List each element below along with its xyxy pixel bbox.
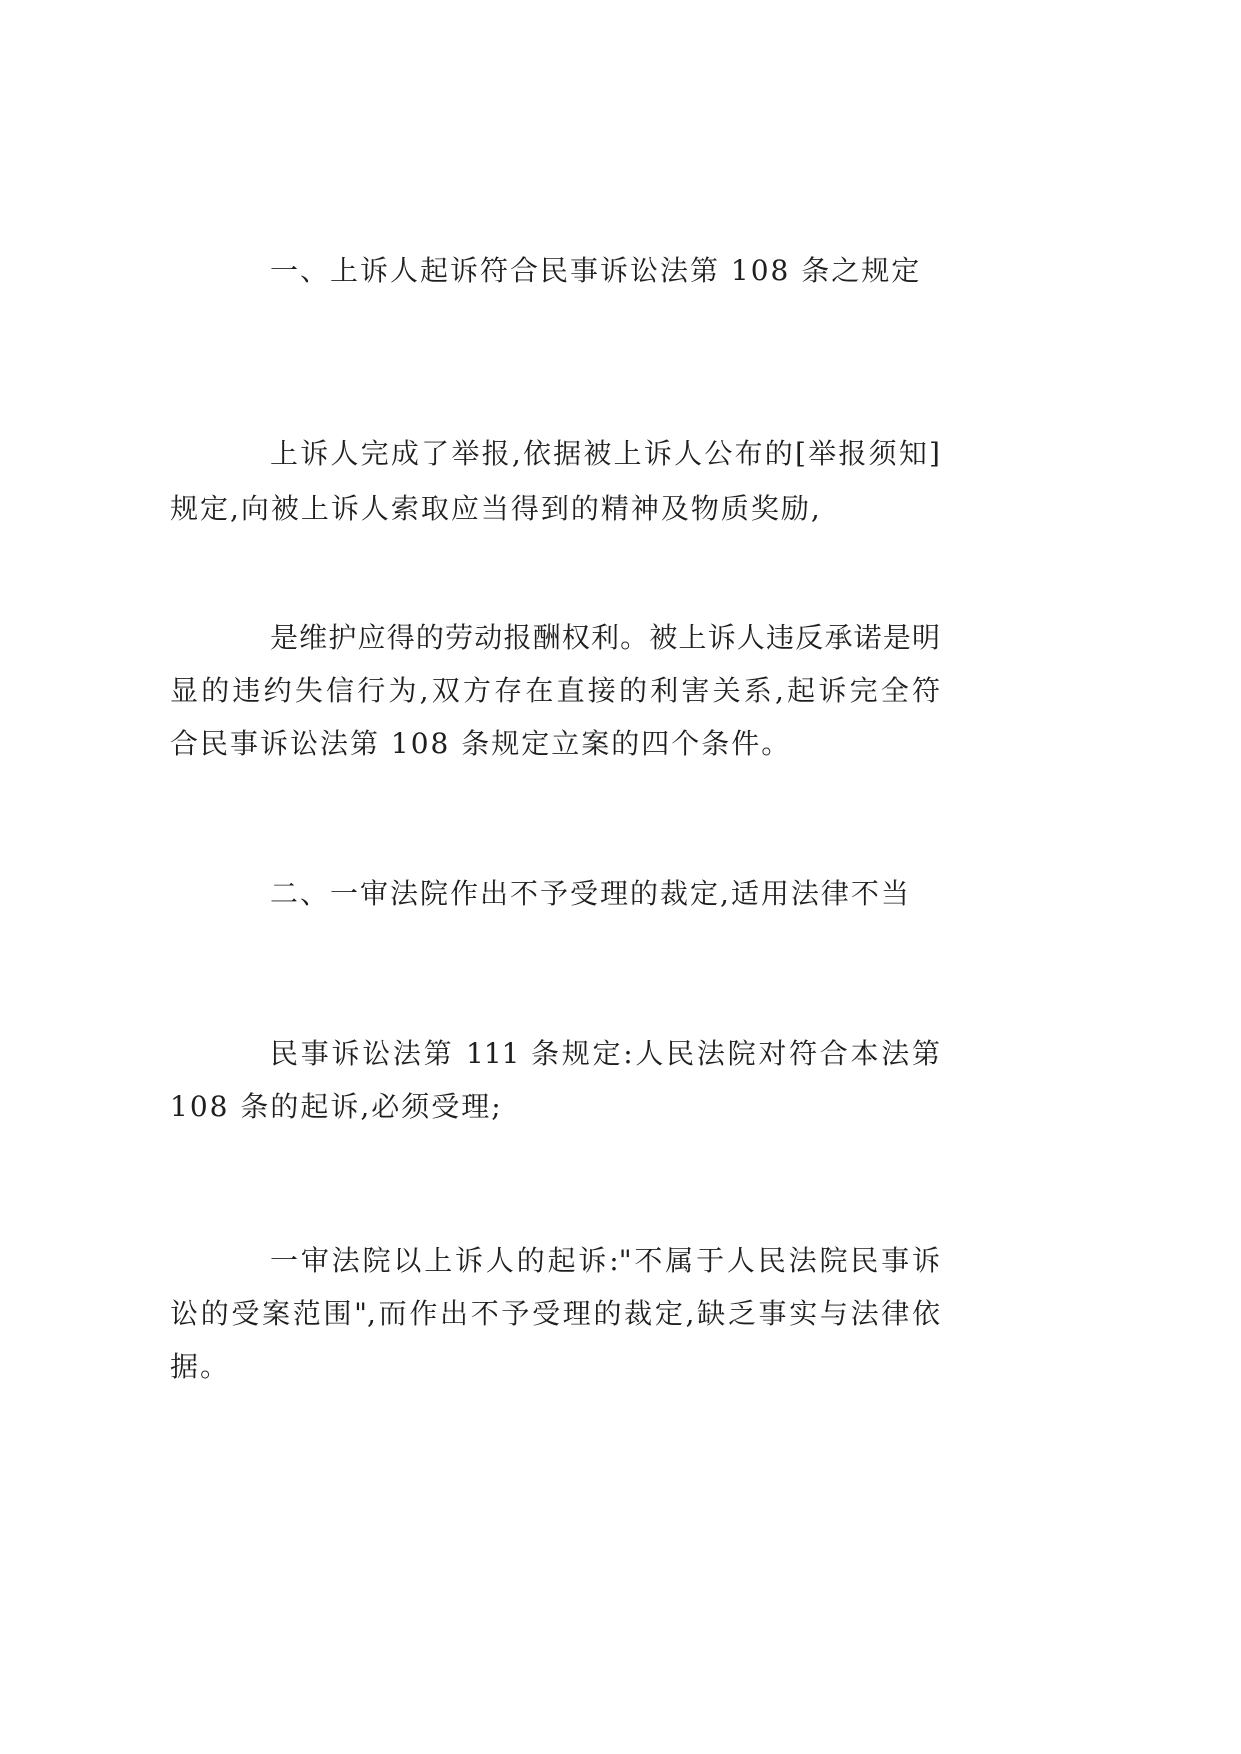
section-heading-2: [170, 867, 940, 920]
paragraph-line: 规定,向被上诉人索取应当得到的精神及物质奖励,: [170, 492, 822, 525]
paragraph-line: 显的违约失信行为,双方存在直接的利害关系,起诉完全符: [170, 674, 940, 707]
paragraph-line: 108 条的起诉,必须受理;: [170, 1090, 503, 1123]
paragraph-line: 合民事诉讼法第 108 条规定立案的四个条件。: [170, 727, 792, 760]
paragraph-line: 据。: [170, 1350, 231, 1383]
paragraph-line: 讼的受案范围",而作出不予受理的裁定,缺乏事实与法律依: [170, 1297, 940, 1330]
paragraph-line: 一审法院以上诉人的起诉:"不属于人民法院民事诉: [270, 1244, 940, 1277]
paragraph-3: [170, 1027, 940, 1133]
paragraph-line: 民事诉讼法第 111 条规定:人民法院对符合本法第: [270, 1037, 940, 1070]
section-heading-1: [170, 244, 940, 297]
paragraph-2: [170, 611, 940, 770]
paragraph-line: 上诉人完成了举报,依据被上诉人公布的[举报须知]: [270, 437, 940, 470]
paragraph-1: [170, 426, 940, 536]
heading-line: 一、上诉人起诉符合民事诉讼法第 108 条之规定: [270, 254, 922, 287]
heading-line: 二、一审法院作出不予受理的裁定,适用法律不当: [270, 877, 911, 910]
paragraph-line: 是维护应得的劳动报酬权利。被上诉人违反承诺是明: [270, 621, 940, 654]
paragraph-4: [170, 1234, 940, 1393]
